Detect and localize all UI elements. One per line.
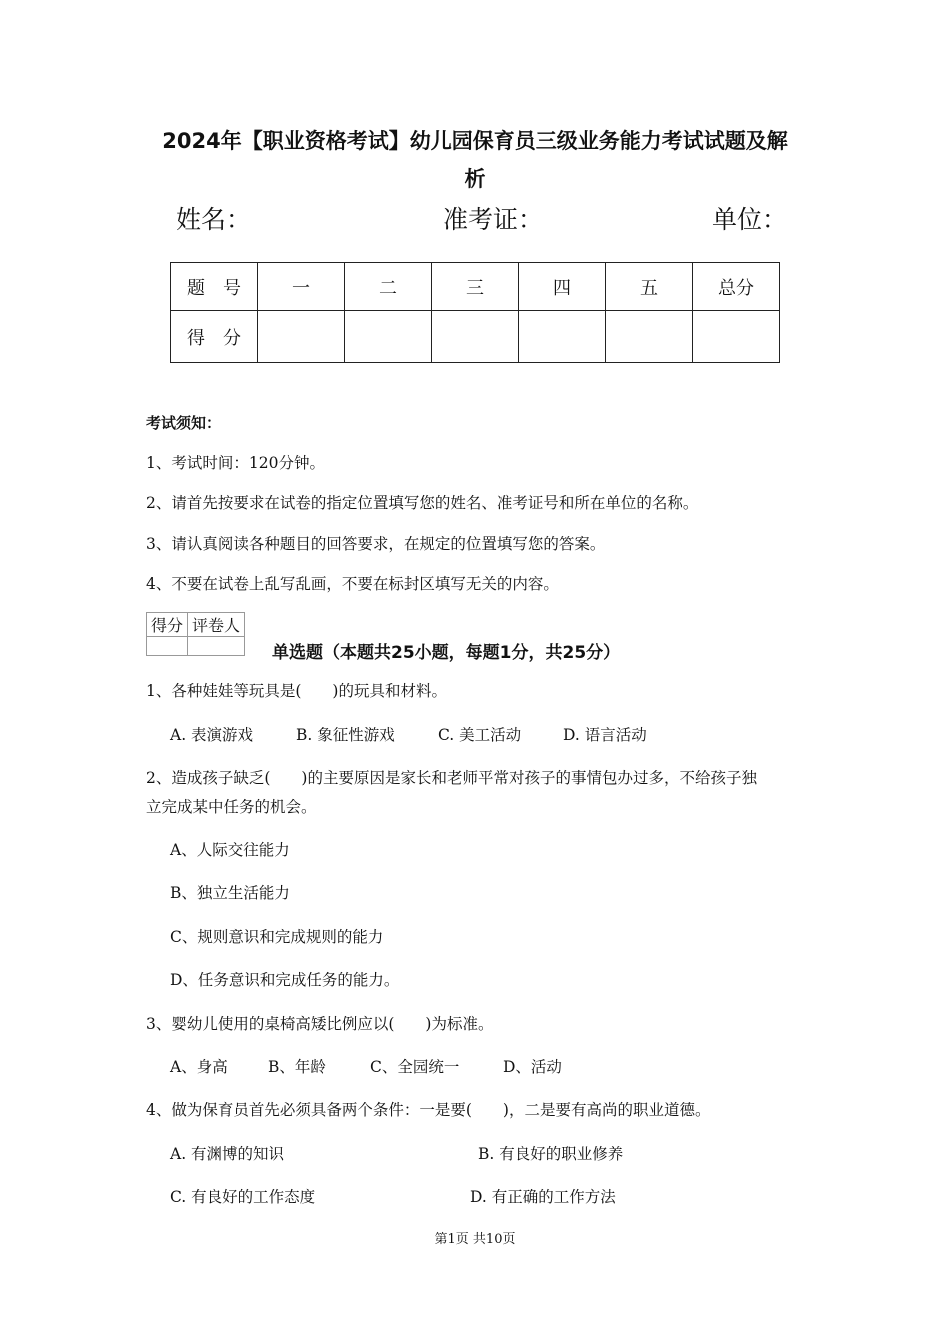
header-cell: 二: [345, 263, 432, 311]
option: B、年龄: [268, 1058, 326, 1076]
ticket-label: 准考证：: [443, 205, 544, 234]
header-cell: 题 号: [171, 263, 258, 311]
score-row-label: 得 分: [171, 311, 258, 363]
notice-item: 1、考试时间：120分钟。: [146, 454, 325, 472]
option: D. 语言活动: [563, 726, 647, 744]
question-stem: 3、婴幼儿使用的桌椅高矮比例应以( )为标准。: [146, 1015, 494, 1033]
name-label: 姓名：: [176, 205, 252, 234]
option: C、规则意识和完成规则的能力: [170, 928, 384, 946]
notice-title: 考试须知：: [146, 414, 222, 432]
option: A、身高: [170, 1058, 228, 1076]
option: C. 美工活动: [438, 726, 522, 744]
score-cell[interactable]: [606, 311, 693, 363]
option: B. 有良好的职业修养: [478, 1145, 624, 1163]
option: B、独立生活能力: [170, 884, 290, 902]
option: D、任务意识和完成任务的能力。: [170, 971, 400, 989]
question-stem-continued: 立完成某中任务的机会。: [146, 798, 317, 816]
option: C. 有良好的工作态度: [170, 1188, 316, 1206]
unit-label: 单位：: [712, 205, 788, 234]
score-cell[interactable]: [258, 311, 345, 363]
notice-item: 4、不要在试卷上乱写乱画，不要在标封区填写无关的内容。: [146, 575, 559, 593]
header-cell: 五: [606, 263, 693, 311]
title-line-1: 2024年【职业资格考试】幼儿园保育员三级业务能力考试试题及解: [162, 129, 788, 153]
header-cell: 总分: [693, 263, 780, 311]
notice-item: 2、请首先按要求在试卷的指定位置填写您的姓名、准考证号和所在单位的名称。: [146, 494, 699, 512]
question-stem: 1、各种娃娃等玩具是( )的玩具和材料。: [146, 682, 447, 700]
option: A. 表演游戏: [170, 726, 254, 744]
option: B. 象征性游戏: [296, 726, 395, 744]
header-cell: 四: [519, 263, 606, 311]
score-table-header-row: [171, 263, 780, 311]
option: A、人际交往能力: [170, 841, 290, 859]
option: A. 有渊博的知识: [170, 1145, 285, 1163]
document-title: [130, 122, 820, 198]
option: C、全园统一: [370, 1058, 460, 1076]
header-cell: 一: [258, 263, 345, 311]
grader-score-label: 得分: [147, 613, 188, 637]
score-cell[interactable]: [693, 311, 780, 363]
score-cell[interactable]: [519, 311, 606, 363]
header-cell: 三: [432, 263, 519, 311]
notice-item: 3、请认真阅读各种题目的回答要求，在规定的位置填写您的答案。: [146, 535, 606, 553]
grader-score-cell[interactable]: [147, 637, 188, 656]
question-stem: 2、造成孩子缺乏( )的主要原因是家长和老师平常对孩子的事情包办过多，不给孩子独: [146, 769, 757, 787]
section-title: 单选题（本题共25小题，每题1分，共25分）: [272, 643, 621, 663]
grader-reviewer-label: 评卷人: [188, 613, 245, 637]
option: D、活动: [503, 1058, 562, 1076]
score-cell[interactable]: [432, 311, 519, 363]
option: D. 有正确的工作方法: [470, 1188, 616, 1206]
page-footer: 第1页 共10页: [434, 1232, 516, 1247]
question-stem: 4、做为保育员首先必须具备两个条件：一是要( )，二是要有高尚的职业道德。: [146, 1101, 711, 1119]
grader-box: [146, 612, 245, 656]
title-line-2: 析: [464, 167, 486, 191]
grader-reviewer-cell[interactable]: [188, 637, 245, 656]
score-table-score-row: [171, 311, 780, 363]
score-cell[interactable]: [345, 311, 432, 363]
score-table: [170, 262, 780, 363]
